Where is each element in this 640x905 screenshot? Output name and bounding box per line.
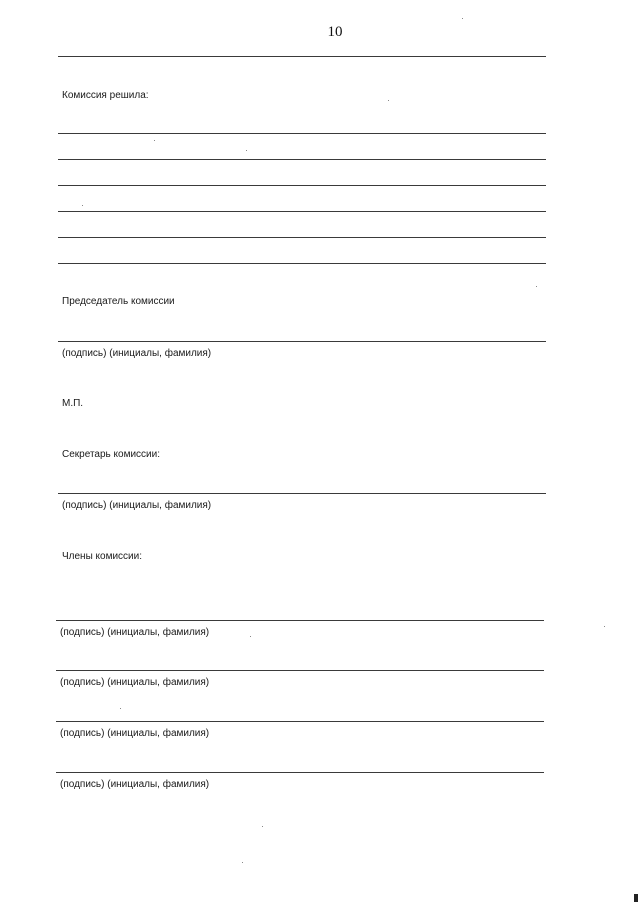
decision-line-2[interactable]: [58, 159, 546, 160]
scan-speck: [262, 826, 263, 827]
chairman-label: Председатель комиссии: [62, 296, 175, 307]
member-caption-1: (подпись) (инициалы, фамилия): [60, 627, 210, 638]
chairman-caption: (подпись) (инициалы, фамилия): [62, 348, 212, 359]
member-signature-line-4[interactable]: [56, 772, 544, 773]
secretary-label: Секретарь комиссии:: [62, 449, 160, 460]
chairman-signature-line[interactable]: [58, 341, 546, 342]
decision-line-5[interactable]: [58, 237, 546, 238]
scan-speck: [246, 150, 247, 151]
secretary-signature-line[interactable]: [58, 493, 546, 494]
header-rule: [58, 56, 546, 57]
stamp-label: М.П.: [62, 398, 84, 409]
page-number: 10: [327, 24, 343, 40]
scan-speck: [462, 18, 463, 19]
scan-speck: [154, 140, 155, 141]
member-caption-2: (подпись) (инициалы, фамилия): [60, 677, 210, 688]
decision-line-4[interactable]: [58, 211, 546, 212]
decision-line-1[interactable]: [58, 133, 546, 134]
scan-speck: [250, 636, 251, 637]
decision-label: Комиссия решила:: [62, 90, 149, 101]
member-signature-line-1[interactable]: [56, 620, 544, 621]
scan-speck: [604, 626, 605, 627]
member-signature-line-2[interactable]: [56, 670, 544, 671]
scan-speck: [536, 286, 537, 287]
scan-speck: [120, 708, 121, 709]
decision-line-3[interactable]: [58, 185, 546, 186]
scan-speck: [82, 205, 83, 206]
members-label: Члены комиссии:: [62, 551, 143, 562]
member-caption-3: (подпись) (инициалы, фамилия): [60, 728, 210, 739]
scan-speck: [242, 862, 243, 863]
member-caption-4: (подпись) (инициалы, фамилия): [60, 779, 210, 790]
secretary-caption: (подпись) (инициалы, фамилия): [62, 500, 212, 511]
decision-line-6[interactable]: [58, 263, 546, 264]
scan-speck: [388, 100, 389, 101]
member-signature-line-3[interactable]: [56, 721, 544, 722]
scan-edge-mark: [634, 894, 638, 902]
